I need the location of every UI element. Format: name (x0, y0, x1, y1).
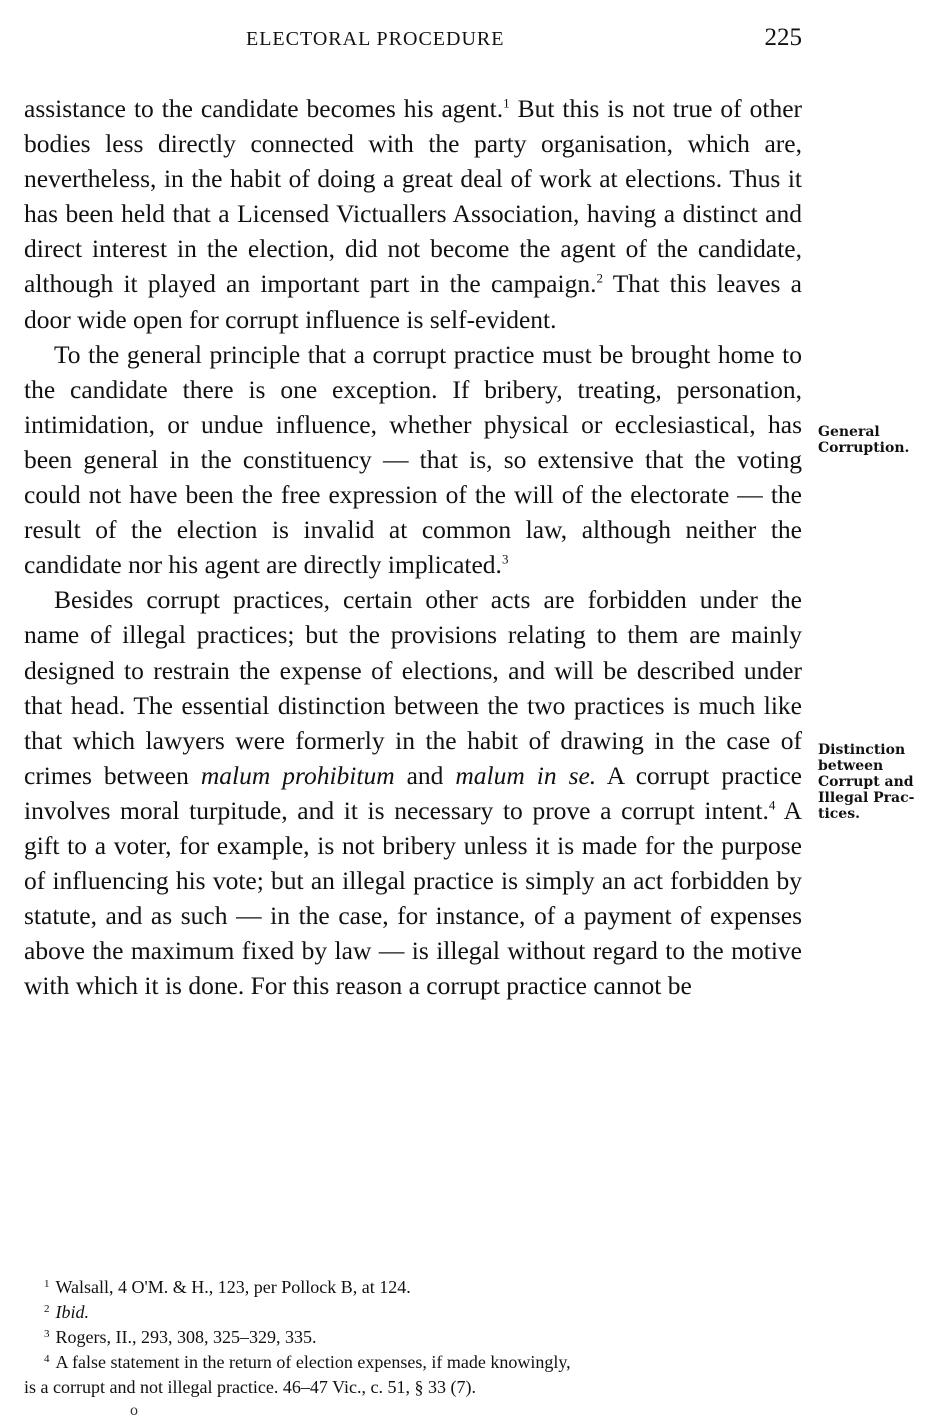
footnote-ref: 4 (768, 797, 776, 813)
footnote-1 (24, 1276, 814, 1301)
text-run: A corrupt practice involves moral turpitude, and it is necessary to prove a corrupt intent. (24, 760, 802, 825)
footnote-text: Rogers, II., 293, 308, 325–329, 335. (55, 1327, 317, 1347)
footnote-text: A false statement in the return of election expenses, if made knowingly, (55, 1352, 571, 1372)
latin-term: malum prohibitum (200, 760, 395, 790)
text-run: assistance to the candidate becomes his agent. (24, 94, 504, 123)
footnote-number: 1 (44, 1278, 50, 1290)
signature-mark: o (130, 1402, 138, 1419)
latin-term: malum in se. (455, 760, 597, 790)
footnote-number: 4 (44, 1353, 50, 1365)
sidenote-distinction: Distinction between Corrupt and Illegal Prac- tices. (818, 742, 915, 822)
footnotes (24, 1276, 814, 1398)
page-number: 225 (764, 24, 802, 51)
footnote-ref: 3 (501, 551, 509, 567)
paragraph-general-corruption (24, 337, 802, 583)
sidenote-general-corruption: General Corruption. (818, 424, 910, 456)
footnote-ref: 2 (596, 270, 603, 286)
main-text (24, 91, 802, 1003)
footnote-text: Walsall, 4 O'M. & H., 123, per Pollock B, at 124. (55, 1277, 411, 1297)
text-run: A gift to a voter, for example, is not bribery unless it is made for the purpose of influencing his vote; but an illegal practice is simply an act forbidden by statute, and as such — in the case, for instance, of a payment of expenses above the maximum fixed by law — is illegal without regard to the motive with which it is done. For this reason a corrupt practice cannot be (24, 795, 802, 1001)
footnote-text: Ibid. (55, 1302, 89, 1322)
text-run: and (394, 760, 456, 790)
footnote-ref: 1 (503, 95, 510, 111)
footnote-4 (24, 1351, 814, 1376)
running-title: ELECTORAL PROCEDURE (246, 28, 505, 50)
footnote-4-continuation: is a corrupt and not illegal practice. 46–47 Vic., c. 51, § 33 (7). (24, 1377, 476, 1397)
footnote-number: 3 (44, 1328, 50, 1340)
footnote-number: 2 (44, 1303, 50, 1315)
text-run: But this is not true of other bodies less directly connected with the party organisation, which are, nevertheless, in the habit of doing a great deal of work at elections. Thus it has been held that a Licensed Victuallers Association, having a distinct and direct interest in the election, did not become the agent of the candidate, although it played an important part in the campaign. (24, 94, 803, 299)
footnote-2 (24, 1301, 814, 1326)
paragraph-agent (24, 91, 802, 337)
footnote-3 (24, 1326, 814, 1351)
paragraph-illegal-practices (24, 582, 802, 1003)
text-run: To the general principle that a corrupt practice must be brought home to the candidate there is one exception. If bribery, treating, personation, intimidation, or undue influence, whether physical or ecclesiastical, has been general in the constituency — that is, so extensive that the voting could not have been the free expression of the will of the electorate — the result of the election is invalid at common law, although neither the candidate nor his agent are directly implicated. (24, 339, 802, 580)
page-header (246, 24, 802, 58)
text-run: Besides corrupt practices, certain other acts are forbidden under the name of illegal practices; but the provisions relating to them are mainly designed to restrain the expense of elections, and will be described under that head. The essential distinction between the two practices is much like that which lawyers were formerly in the habit of drawing in the case of crimes between (24, 585, 802, 790)
text-run: That this leaves a door wide open for corrupt influence is self-evident. (24, 269, 802, 334)
